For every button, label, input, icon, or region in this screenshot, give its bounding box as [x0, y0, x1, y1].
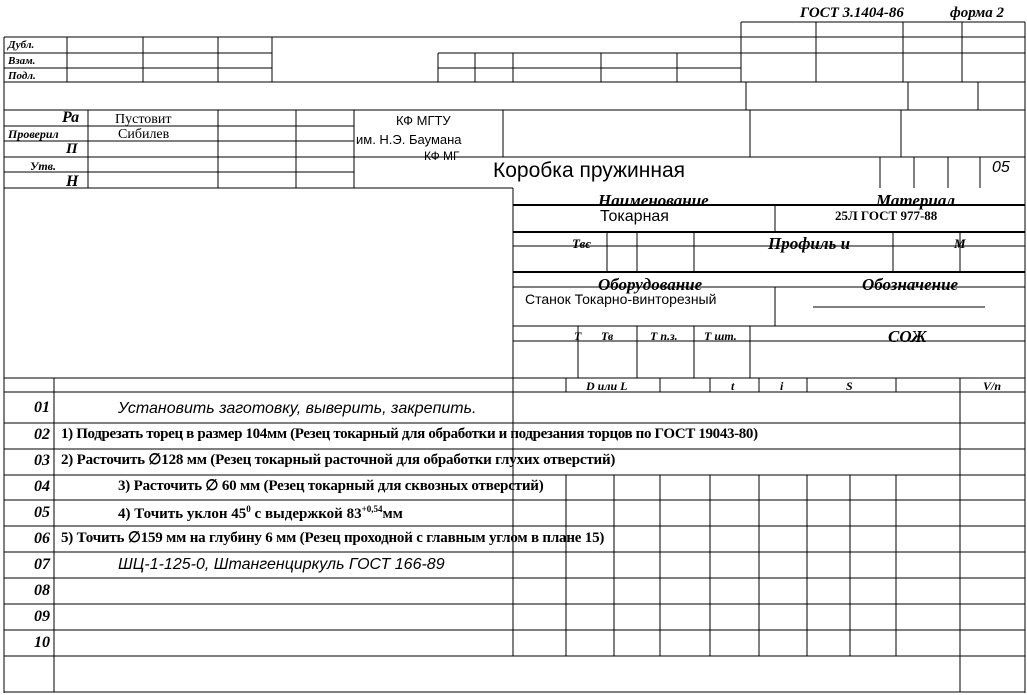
n-label: Н — [66, 173, 79, 190]
t-header: Т — [574, 329, 582, 343]
tv-header: Тв — [601, 329, 614, 343]
row-number: 07 — [34, 556, 50, 573]
material-value: 25Л ГОСТ 977-88 — [835, 208, 938, 223]
operation-text: ШЦ-1-125-0, Штангенциркуль ГОСТ 166-89 — [118, 556, 445, 573]
hardness-header: Твє — [572, 236, 591, 251]
org-line3: КФ МГ — [424, 149, 460, 163]
tsht-header: Т шт. — [704, 329, 737, 343]
org-line2: им. Н.Э. Баумана — [356, 132, 462, 147]
razrab-name: Пустовит — [115, 112, 172, 127]
prover-name: Сибилев — [118, 127, 170, 142]
row-number: 10 — [34, 634, 50, 651]
operation-text: 2) Расточить ∅128 мм (Резец токарный расточной для обработки глухих отверстий) — [61, 452, 616, 468]
org-line1: КФ МГТУ — [396, 113, 451, 128]
razrab-label: Ра — [62, 109, 80, 126]
row-number: 06 — [34, 530, 50, 547]
v-header: V/n — [983, 379, 1002, 393]
row-number: 09 — [34, 608, 50, 625]
t-depth-header: t — [731, 379, 735, 393]
operation-text: 4) Точить уклон $45^0$ с выдержкой $83^{+0,54}мм$ — [118, 504, 403, 522]
profile-header: Профиль и — [768, 234, 851, 253]
row-number: 03 — [34, 452, 50, 469]
gost-standard-label: ГОСТ 3.1404-86 — [800, 5, 904, 21]
s-header: S — [846, 379, 853, 393]
operation-text: 3) Расточить ∅ 60 мм (Резец токарный для сквозных отверстий) — [118, 478, 544, 494]
equipment-value: Станок Токарно-винторезный — [525, 291, 717, 307]
operation-text: 1) Подрезать торец в размер 104мм (Резец токарный для обработки и подрезания торцов по ГОСТ 19043-80) — [61, 426, 758, 442]
dubl-label: Дубл. — [8, 39, 35, 51]
row-number: 05 — [34, 504, 50, 521]
utv-label: Утв. — [30, 159, 57, 173]
tpz-header: Т п.з. — [650, 329, 678, 343]
m-header: М — [954, 236, 966, 251]
operation-text: Установить заготовку, выверить, закрепить. — [118, 400, 477, 417]
vzam-label: Взам. — [8, 55, 36, 67]
material-header: Материал — [876, 191, 956, 210]
sozh-header: СОЖ — [888, 327, 927, 346]
prover-label: Проверил — [8, 127, 59, 141]
podl-label: Подл. — [8, 70, 36, 82]
designation-header: Обозначение — [862, 275, 959, 294]
part-name: Коробка пружинная — [493, 159, 686, 182]
p-label: П — [66, 141, 78, 157]
row-number: 08 — [34, 582, 50, 599]
equipment-header: Оборудование — [598, 275, 703, 294]
part-number: 05 — [992, 159, 1010, 176]
name-header: Наименование — [598, 191, 709, 210]
operation-text: 5) Точить ∅159 мм на глубину 6 мм (Резец проходной с главным углом в плане 15) — [61, 530, 605, 546]
row-number: 04 — [34, 478, 50, 495]
operation-name: Токарная — [600, 208, 669, 225]
i-header: i — [780, 379, 784, 393]
row-number: 01 — [34, 399, 50, 416]
d-or-l-header: D или L — [586, 379, 628, 393]
form-label: форма 2 — [950, 5, 1005, 21]
row-number: 02 — [34, 426, 50, 443]
